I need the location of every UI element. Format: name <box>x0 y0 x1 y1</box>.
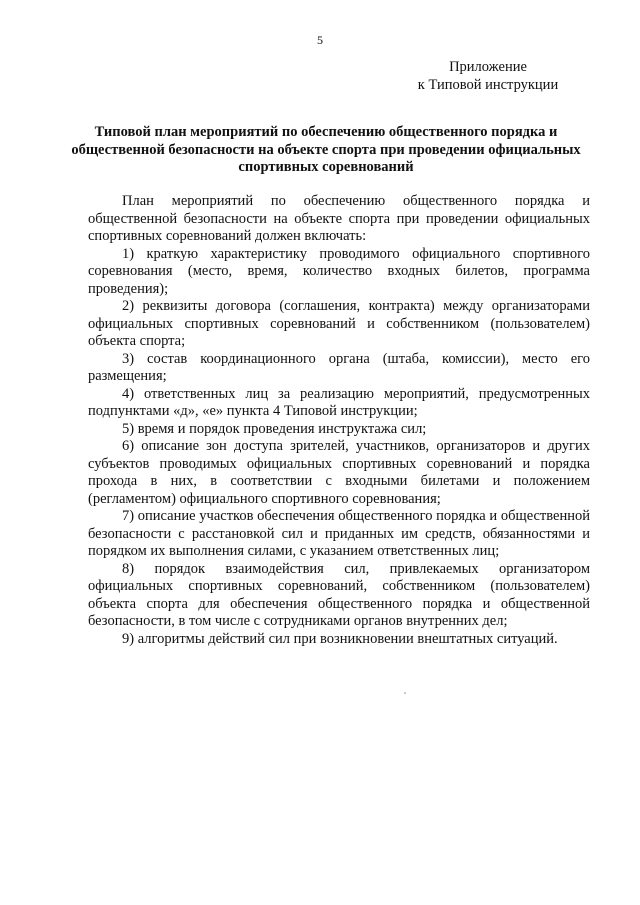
list-item-5: 5) время и порядок проведения инструктажа сил; <box>122 420 427 437</box>
list-item-4: 4) ответственных лиц за реализацию мероприятий, предусмотренных подпунктами «д», «е» пункта 4 Типовой инструкции; <box>88 385 590 419</box>
list-item-8: 8) порядок взаимодействия сил, привлекаемых организатором официальных спортивных соревнований, собственником (пользователем) объекта спорта для обеспечения общественного порядка и общественной безопасности, в том числе с сотрудниками органов внутренних дел; <box>88 560 590 629</box>
list-item-9: 9) алгоритмы действий сил при возникновении внештатных ситуаций. <box>122 630 558 647</box>
appendix-heading <box>388 58 588 94</box>
list-item-2: 2) реквизиты договора (соглашения, контракта) между организаторами официальных спортивных соревнований и собственником (пользователем) объекта спорта; <box>88 298 590 349</box>
title-line-2: общественной безопасности на объекте спорта при проведении официальных <box>71 141 581 158</box>
title-line-3: спортивных соревнований <box>238 159 414 175</box>
document-body <box>88 193 590 648</box>
scan-speck <box>404 692 406 694</box>
appendix-line-1: Приложение <box>449 59 527 75</box>
list-item-7: 7) описание участков обеспечения общественного порядка и общественной безопасности с расстановкой сил и приданных им средств, обязанностями и порядком их выполнения силами, с указанием ответственных лиц; <box>88 508 590 559</box>
appendix-line-2: к Типовой инструкции <box>417 77 559 93</box>
list-item-3: 3) состав координационного органа (штаба, комиссии), место его размещения; <box>88 350 590 384</box>
intro-paragraph: План мероприятий по обеспечению общественного порядка и общественной безопасности на объекте спорта при проведении официальных спортивных соревнований должен включать: <box>88 193 590 244</box>
document-title <box>56 124 596 177</box>
title-line-1: Типовой план мероприятий по обеспечению общественного порядка и <box>94 124 558 140</box>
page-number: 5 <box>317 33 323 47</box>
list-item-6: 6) описание зон доступа зрителей, участников, организаторов и других субъектов проводимых официальных спортивных соревнований и порядка прохода в них, в соответствии с входными билетами и положением (регламентом) официального спортивного соревнования; <box>88 438 590 507</box>
list-item-1: 1) краткую характеристику проводимого официального спортивного соревнования (место, время, количество входных билетов, программа проведения); <box>88 245 590 297</box>
